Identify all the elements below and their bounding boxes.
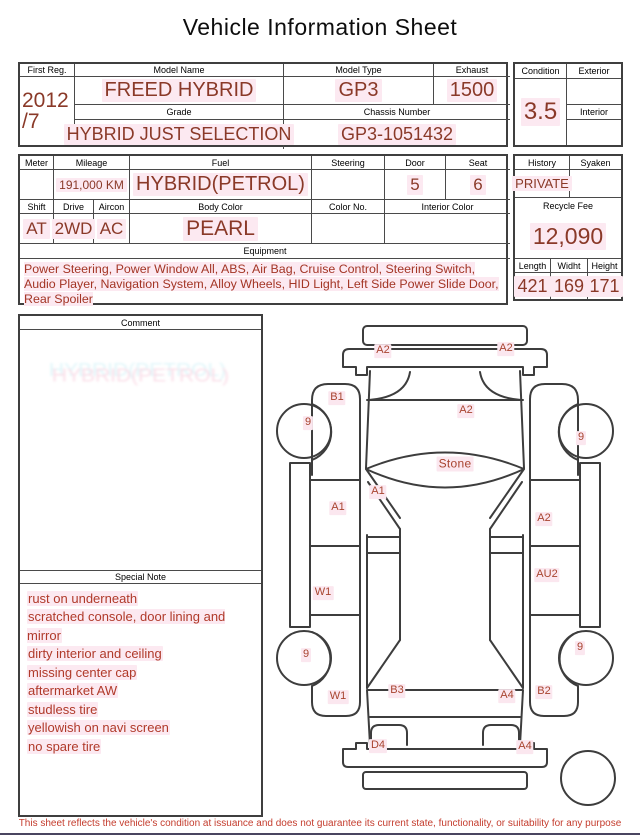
diagram-label-a2: A2 [537, 512, 551, 525]
header-color-no: Color No. [312, 200, 385, 214]
right-sill [580, 463, 600, 627]
diagram-label-9: 9 [576, 641, 584, 654]
value-length: 421 [515, 273, 551, 299]
header-recycle-fee: Recycle Fee [542, 201, 594, 211]
comment-box [18, 314, 263, 817]
header-mileage: Mileage [54, 156, 130, 170]
right-front-wheel [559, 404, 613, 458]
value-equipment: Power Steering, Power Window All, ABS, Air Bag, Cruise Control, Steering Switch, Audio Player, Navigation System, Alloy Wheels, HID Light, Left Side Power Slide Door, Rear Spoiler [24, 262, 499, 306]
header-first-reg: First Reg. [20, 64, 75, 77]
left-sill [290, 463, 310, 627]
value-chassis-number: GP3-1051432 [284, 120, 510, 149]
diagram-label-a2: A2 [459, 404, 473, 417]
history-box [513, 154, 623, 301]
header-syaken: Syaken [570, 156, 621, 170]
diagram-label-9: 9 [302, 648, 310, 661]
header-model-name: Model Name [75, 64, 284, 77]
value-fuel: HYBRID(PETROL) [130, 170, 312, 200]
value-interior-color [385, 214, 510, 244]
header-shift: Shift [20, 200, 54, 214]
header-steering: Steering [312, 156, 385, 170]
diagram-label-9: 9 [577, 431, 585, 444]
diagram-label-9: 9 [304, 416, 312, 429]
value-body-color: PEARL [130, 214, 312, 244]
a-pillar-left [366, 469, 400, 529]
hood-left-edge [366, 371, 370, 468]
diagram-label-a1: A1 [331, 501, 345, 514]
table-model-info [18, 62, 508, 147]
value-recycle-fee: 12,090 [515, 214, 621, 258]
value-condition: 3.5 [515, 79, 567, 145]
diagram-label-au2: AU2 [536, 568, 558, 581]
diagram-label-d4: D4 [370, 739, 386, 752]
left-front-wheel [277, 404, 331, 458]
diagram-label-a4: A4 [500, 689, 514, 702]
header-history: History [515, 156, 570, 170]
special-note-item: scratched console, door lining and mirror [27, 609, 226, 643]
header-body-color: Body Color [130, 200, 312, 214]
header-fuel: Fuel [130, 156, 312, 170]
spare-tire-circle [561, 751, 615, 805]
header-special-note: Special Note [20, 570, 261, 584]
value-shift: AT [20, 214, 54, 244]
header-height: Height [588, 258, 621, 273]
value-drive: 2WD [54, 214, 94, 244]
value-model-type: GP3 [284, 77, 434, 105]
value-exterior [567, 79, 621, 105]
value-grade: HYBRID JUST SELECTION [75, 120, 284, 149]
header-width: Widht [551, 258, 588, 273]
header-grade: Grade [75, 105, 284, 120]
diagram-label-a4: A4 [518, 740, 532, 753]
value-mileage: 191,000 KM [54, 170, 130, 200]
table-spec-info [18, 154, 508, 305]
c-pillars [367, 640, 523, 688]
watermark-ghost-text: HYBRID(PETROL) [51, 365, 230, 386]
special-note-list [20, 584, 261, 815]
taillight-pockets [371, 725, 519, 745]
value-interior [567, 120, 621, 145]
diagram-label-a2: A2 [499, 342, 513, 355]
right-rear-wheel [559, 631, 613, 685]
car-damage-diagram [270, 310, 640, 830]
value-seat: 6 [446, 170, 510, 200]
special-note-item: dirty interior and ceiling [28, 646, 162, 662]
hood-right-edge [520, 371, 524, 468]
special-note-item: aftermarket AW [28, 683, 118, 699]
diagram-label-b2: B2 [537, 685, 551, 698]
right-front-fender [530, 384, 578, 480]
value-steering [312, 170, 385, 200]
value-door: 5 [385, 170, 446, 200]
header-chassis-number: Chassis Number [284, 105, 510, 120]
a-pillar-right [490, 469, 524, 529]
disclaimer-text: This sheet reflects the vehicle's condition at issuance and does not guarantee its current state, functionality, or suitability for any purpose [18, 818, 622, 829]
value-meter [20, 170, 54, 200]
header-seat: Seat [446, 156, 510, 170]
header-comment: Comment [20, 316, 261, 330]
header-drive: Drive [54, 200, 94, 214]
diagram-label-b1: B1 [330, 391, 344, 404]
condition-box [513, 62, 623, 147]
headlight-left-arc [369, 372, 410, 400]
special-note-item: missing center cap [28, 664, 137, 680]
first-reg-year: 2012 [22, 89, 69, 112]
special-note-item: yellowish on navi screen [28, 720, 169, 736]
special-note-item: studless tire [28, 701, 98, 717]
value-history: PRIVATE [515, 170, 570, 198]
diagram-label-w1: W1 [314, 586, 332, 599]
page-title: Vehicle Information Sheet [182, 14, 458, 40]
value-aircon: AC [94, 214, 130, 244]
header-length: Length [515, 258, 551, 273]
value-width: 169 [551, 273, 588, 299]
headlight-right-arc [480, 372, 521, 400]
header-exhaust: Exhaust [434, 64, 510, 77]
header-door: Door [385, 156, 446, 170]
value-height: 171 [588, 273, 621, 299]
header-aircon: Aircon [94, 200, 130, 214]
header-interior-color: Interior Color [385, 200, 510, 214]
value-model-name: FREED HYBRID [75, 77, 284, 105]
first-reg-month: /7 [22, 110, 40, 133]
car-outline-drawing [270, 310, 640, 830]
special-note-item: rust on underneath [28, 591, 138, 606]
header-exterior: Exterior [567, 64, 621, 79]
diagram-label-w1: W1 [329, 690, 347, 703]
diagram-label-a2: A2 [376, 344, 390, 357]
special-note-item: no spare tire [28, 738, 101, 754]
diagram-label-b3: B3 [390, 684, 404, 697]
rear-lower-strip [363, 772, 527, 789]
diagram-label-a1: A1 [371, 485, 385, 498]
value-syaken [570, 170, 621, 198]
header-meter: Meter [20, 156, 54, 170]
b-pillars [367, 537, 523, 553]
header-interior: Interior [567, 105, 621, 120]
header-equipment: Equipment [20, 244, 510, 259]
value-exhaust: 1500 [434, 77, 510, 105]
header-model-type: Model Type [284, 64, 434, 77]
diagram-label-stone: Stone [438, 456, 472, 471]
value-color-no [312, 214, 385, 244]
header-condition: Condition [515, 64, 567, 79]
